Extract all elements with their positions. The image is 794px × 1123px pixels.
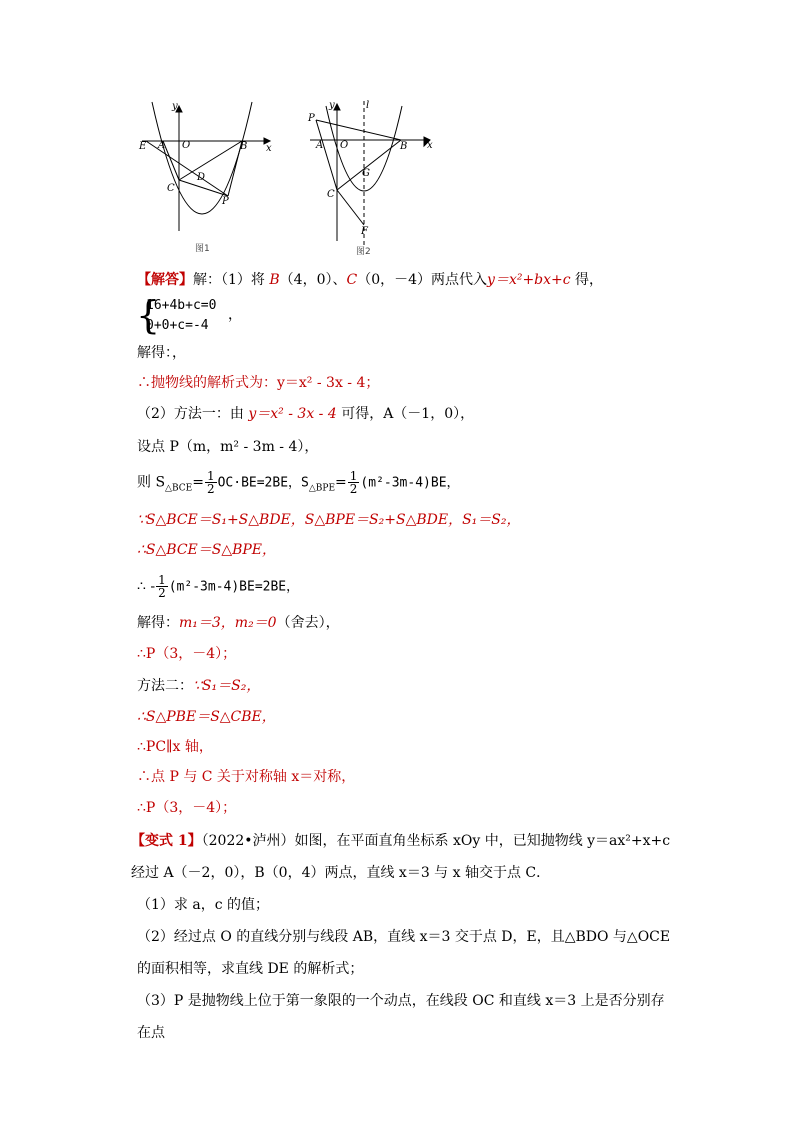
fig1-label-E: E [139, 141, 147, 152]
fig2-label-G: G [362, 168, 370, 179]
solution-line-5: （2）方法一：由 y＝x² - 3x - 4 可得，A（－1，0）， [137, 406, 475, 422]
fig1-caption: 图1 [195, 244, 210, 254]
system-eq-1: 16+4b+c=0 [146, 298, 217, 313]
fig1-label-A: A [158, 140, 166, 151]
fig2-line-CF [337, 190, 364, 225]
fig2-label-O: O [340, 140, 349, 151]
solution-line-3: 解得：， [137, 345, 186, 361]
fig1-label-D: D [197, 172, 206, 183]
solution-line-11: 解得：m₁＝3，m₂＝0（舍去）， [137, 615, 340, 631]
variant-problem [131, 825, 676, 889]
solution-line-12: ∴P（3，－4）； [137, 646, 237, 662]
system-eq-2: 0+0+c=-4 [146, 318, 209, 333]
fig2-label-A: A [316, 140, 324, 151]
solution-line-13: 方法二：∵S₁＝S₂， [137, 678, 261, 694]
fig2-label-B: B [400, 141, 408, 152]
solution-line-9: ∴S△BCE＝S△BPE， [137, 542, 277, 558]
fig2-labels [307, 100, 433, 237]
fig1-label-y: y [172, 101, 178, 112]
variant-question-2: （2）经过点 O 的直线分别与线段 AB，直线 x＝3 交于点 D，E，且△BDO 与△OCE 的面积相等，求直线 DE 的解析式； [137, 929, 671, 977]
fig1-label-B: B [240, 141, 248, 152]
variant-question-1: （1）求 a，c 的值； [137, 897, 269, 913]
solution-line-8: ∵S△BCE＝S₁+S△BDE，S△BPE＝S₂+S△BDE，S₁＝S₂， [137, 512, 521, 528]
figure-1 [142, 102, 270, 231]
figures [130, 96, 450, 266]
fig2-line-PB [316, 120, 401, 140]
solution-line-7: 则 $S_{\triangle BCE}=$ $\frac{1}{2}$ OC·BE=2BE，$S_{\triangle BPE}=$ $\frac{1}{2}$ (m²-3m-4)BE， [137, 469, 460, 496]
answer-tag: 【解答】 [137, 272, 193, 288]
fig1-label-x: x [266, 143, 272, 154]
solution-line-17: ∴P（3，－4）； [137, 800, 237, 816]
fig2-y-arrow [334, 104, 340, 110]
solution-line-16: ∴点 P 与 C 关于对称轴 x＝对称， [137, 769, 356, 785]
solution-line-4: ∴抛物线的解析式为：y＝x² - 3x - 4； [137, 375, 380, 391]
variant-tag: 【变式 1】 [131, 833, 202, 849]
fig2-label-C: C [327, 189, 335, 200]
fig1-label-C: C [167, 183, 175, 194]
fig2-label-l: l [366, 100, 370, 111]
solution-line-15: ∴PC∥x 轴， [137, 739, 213, 755]
solution-line-6: 设点 P（m，m² - 3m - 4）， [137, 439, 319, 455]
fig2-label-P: P [308, 113, 315, 124]
fig2-label-y: y [329, 100, 335, 111]
solution-line-14: ∴S△PBE＝S△CBE， [137, 709, 276, 725]
fig1-label-P: P [222, 196, 229, 207]
fig1-parabola [152, 102, 252, 214]
fig2-label-F: F [361, 226, 368, 237]
fig2-line-PC [316, 120, 337, 190]
variant-question-3: （3）P 是抛物线上位于第一象限的一个动点，在线段 OC 和直线 x＝3 上是否分别存在点 [137, 993, 665, 1041]
fig1-line-AC [163, 141, 179, 180]
figure-2 [310, 101, 430, 246]
fig1-label-O: O [182, 140, 191, 151]
fig2-label-x: x [427, 140, 433, 151]
solution-line-10: ∴ - $\frac{1}{2}$ (m²-3m-4)BE=2BE， [137, 573, 300, 600]
solution-line-1: 【解答】解：（1）将 B（4，0）、C（0，－4）两点代入y＝x²+bx+c 得， [137, 272, 604, 288]
fig2-caption: 图2 [356, 247, 371, 257]
fig1-labels [138, 101, 272, 207]
variant-statement: （2022•泸州）如图，在平面直角坐标系 xOy 中，已知抛物线 y＝ax²+x+c 经过 A（－2，0），B（0，4）两点，直线 x＝3 与 x 轴交于点 C． [131, 833, 671, 881]
figures-svg [130, 96, 450, 266]
